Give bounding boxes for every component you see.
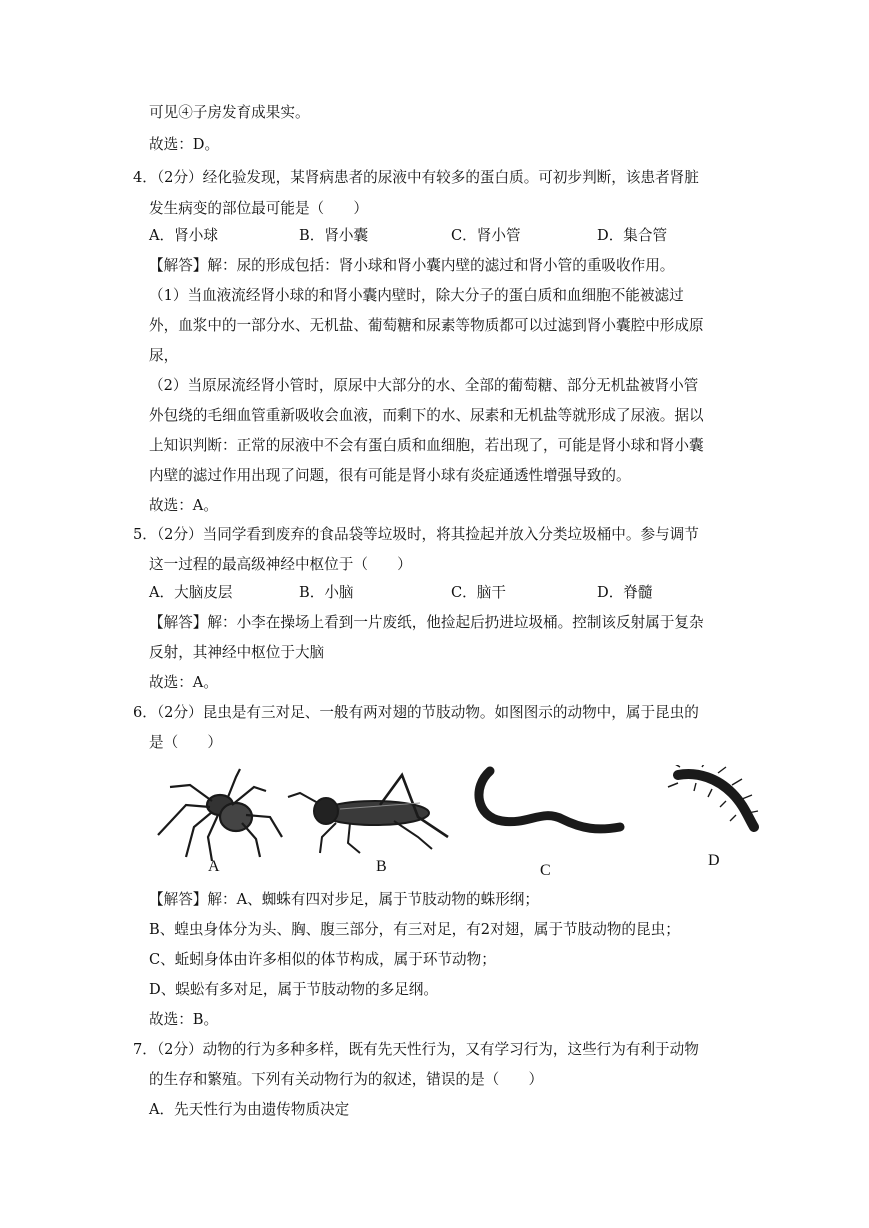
question-7-stem: 7．（2分）动物的行为多种多样，既有先天性行为，又有学习行为，这些行为有利于动物 <box>133 1041 699 1058</box>
centipede-drawing <box>668 765 758 827</box>
label-d: D <box>708 852 720 869</box>
question-6-stem: 6．（2分）昆虫是有三对足、一般有两对翅的节肢动物。如图图示的动物中，属于昆虫的 <box>133 704 699 721</box>
q5-answer: 【解答】解：小李在操场上看到一片废纸，他捡起后扔进垃圾桶。控制该反射属于复杂 <box>149 614 704 631</box>
q4-option-c: C．肾小管 <box>451 227 521 244</box>
q6-answer: C、蚯蚓身体由许多相似的体节构成，属于环节动物； <box>149 951 496 968</box>
q5-option-d: D．脊髓 <box>597 584 653 601</box>
spider-drawing <box>158 769 282 861</box>
q4-option-b: B．肾小囊 <box>299 227 369 244</box>
question-4-stem-cont: 发生病变的部位最可能是（ ） <box>149 200 368 217</box>
q4-answer: 尿， <box>149 347 179 364</box>
label-b: B <box>376 858 387 875</box>
q5-option-c: C．脑干 <box>451 584 506 601</box>
q7-option-a: A．先天性行为由遗传物质决定 <box>149 1101 350 1118</box>
animals-figure <box>150 765 760 875</box>
q4-option-a: A．肾小球 <box>149 227 218 244</box>
q4-option-d: D．集合管 <box>597 227 668 244</box>
answer-choice: 故选：D。 <box>149 136 220 153</box>
q4-answer: 外，血浆中的一部分水、无机盐、葡萄糖和尿素等物质都可以过滤到肾小囊腔中形成原 <box>149 317 704 334</box>
q5-option-a: A．大脑皮层 <box>149 584 233 601</box>
question-7-stem-cont: 的生存和繁殖。下列有关动物行为的叙述，错误的是（ ） <box>149 1071 544 1088</box>
label-c: C <box>540 862 551 875</box>
text-line: 可见④子房发育成果实。 <box>149 104 310 121</box>
q5-answer: 反射，其神经中枢位于大脑 <box>149 644 325 661</box>
answer-choice: 故选：B。 <box>149 1011 219 1028</box>
q6-answer: D、蜈蚣有多对足，属于节肢动物的多足纲。 <box>149 981 438 998</box>
q5-option-b: B．小脑 <box>299 584 354 601</box>
q4-answer: 内壁的滤过作用出现了问题，很有可能是肾小球有炎症通透性增强导致的。 <box>149 467 631 484</box>
q6-answer: 【解答】解：A、蜘蛛有四对步足，属于节肢动物的蛛形纲； <box>149 891 539 908</box>
q4-answer: 上知识判断：正常的尿液中不会有蛋白质和血细胞，若出现了，可能是肾小球和肾小囊 <box>149 437 704 454</box>
question-5-stem: 5．（2分）当同学看到废弃的食品袋等垃圾时，将其捡起并放入分类垃圾桶中。参与调节 <box>133 526 699 543</box>
question-5-stem-cont: 这一过程的最高级神经中枢位于（ ） <box>149 556 412 573</box>
answer-choice: 故选：A。 <box>149 497 218 514</box>
answer-choice: 故选：A。 <box>149 674 218 691</box>
q4-answer: （1）当血液流经肾小球的和肾小囊内壁时，除大分子的蛋白质和血细胞不能被滤过 <box>149 287 684 304</box>
animals-illustration <box>150 765 760 875</box>
question-4-stem: 4．（2分）经化验发现，某肾病患者的尿液中有较多的蛋白质。可初步判断，该患者肾脏 <box>133 169 699 186</box>
q4-answer: 外包绕的毛细血管重新吸收会血液，而剩下的水、尿素和无机盐等就形成了尿液。据以 <box>149 407 704 424</box>
q6-answer: B、蝗虫身体分为头、胸、腹三部分，有三对足，有2对翅，属于节肢动物的昆虫； <box>149 921 680 938</box>
question-6-stem-cont: 是（ ） <box>149 734 222 751</box>
q4-answer: （2）当原尿流经肾小管时，原尿中大部分的水、全部的葡萄糖、部分无机盐被肾小管 <box>149 377 699 394</box>
earthworm-drawing <box>479 771 620 829</box>
q4-answer: 【解答】解：尿的形成包括：肾小球和肾小囊内壁的滤过和肾小管的重吸收作用。 <box>149 257 675 274</box>
label-a: A <box>208 858 220 875</box>
grasshopper-drawing <box>288 775 448 853</box>
